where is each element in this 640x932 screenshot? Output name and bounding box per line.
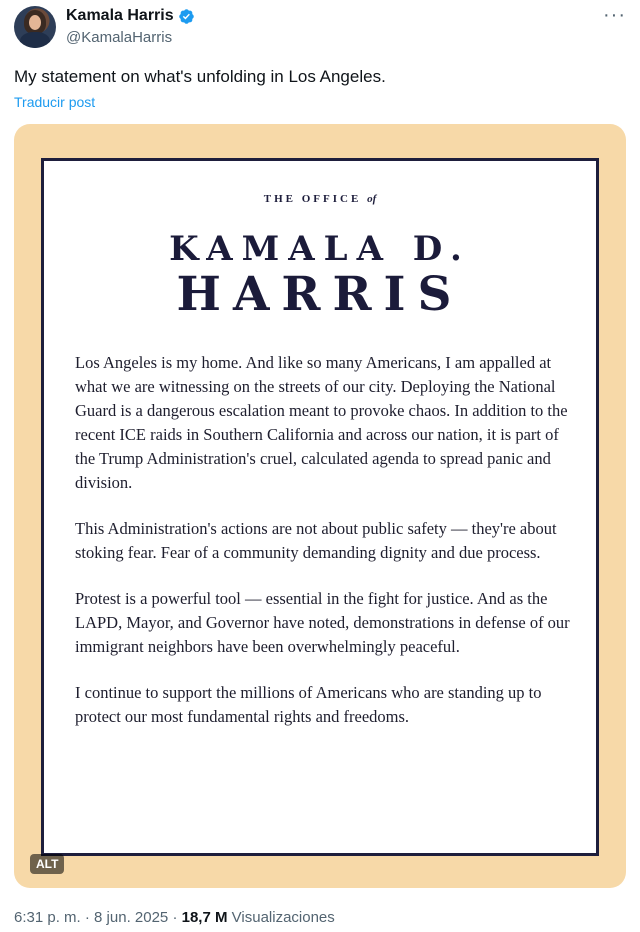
meta-separator: ·	[172, 909, 178, 926]
more-options-button[interactable]: ···	[603, 4, 626, 26]
views-count: 18,7 M	[181, 909, 228, 926]
statement-paragraph: This Administration's actions are not about public safety — they're about stoking fear. Fear of a community demanding dignity and due process.	[75, 519, 557, 562]
views-label: Visualizaciones	[231, 909, 335, 926]
tweet-metadata	[14, 909, 335, 926]
statement-letter	[41, 158, 599, 856]
tweet-text: My statement on what's unfolding in Los Angeles.	[14, 67, 386, 86]
author-avatar[interactable]	[14, 6, 56, 48]
statement-paragraph: I continue to support the millions of Americans who are standing up to protect our most fundamental rights and freedoms.	[75, 683, 542, 726]
letter-first-name: KAMALA D.	[169, 229, 471, 269]
statement-image[interactable]	[14, 124, 626, 888]
translate-post-link[interactable]: Traducir post	[14, 94, 96, 110]
statement-body	[75, 351, 575, 751]
header-of-text: of	[367, 193, 377, 205]
author-handle[interactable]: @KamalaHarris	[66, 29, 173, 46]
post-date[interactable]: 8 jun. 2025	[94, 909, 169, 926]
letter-header-office	[44, 193, 596, 205]
alt-text-badge[interactable]: ALT	[30, 854, 64, 874]
author-name[interactable]: Kamala Harris	[66, 7, 174, 24]
header-office-text: THE OFFICE	[263, 193, 362, 205]
statement-paragraph: Los Angeles is my home. And like so many Americans, I am appalled at what we are witnessing on the streets of our city. Deploying the National Guard is a dangerous escalation meant to provoke chaos. In addition to the recent ICE raids in Southern California and across our nation, it is part of the Trump Administration's cruel, calculated agenda to spread panic and division.	[75, 353, 568, 492]
post-time[interactable]: 6:31 p. m.	[14, 909, 81, 926]
meta-separator: ·	[84, 909, 90, 926]
letter-last-name: HARRIS	[176, 267, 464, 322]
author-name-row[interactable]	[66, 7, 195, 25]
avatar-body	[20, 32, 50, 48]
verified-badge-icon	[178, 8, 195, 25]
avatar-face	[29, 15, 41, 30]
statement-paragraph: Protest is a powerful tool — essential in the fight for justice. And as the LAPD, Mayor, and Governor have noted, demonstrations in defense of our immigrant neighbors have been overwhelmingly peaceful.	[75, 589, 570, 656]
